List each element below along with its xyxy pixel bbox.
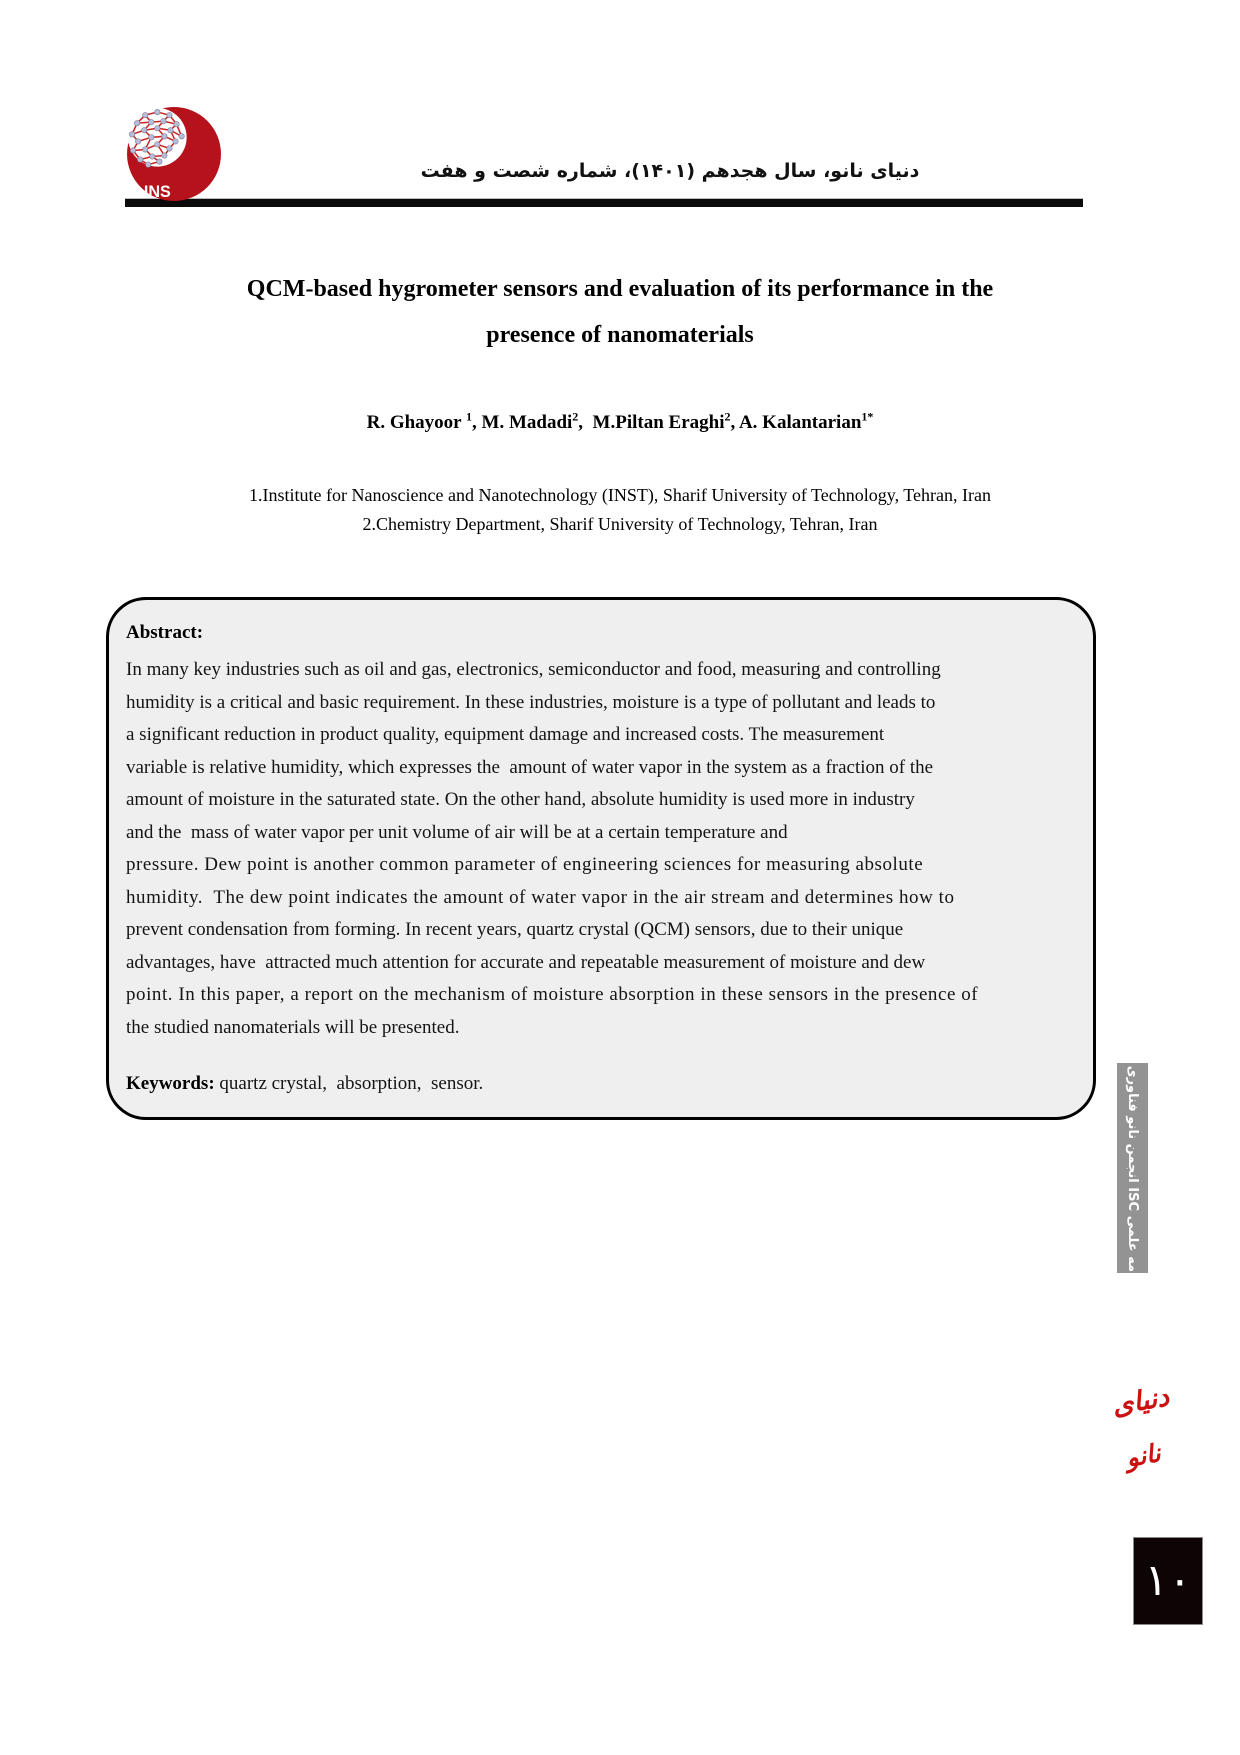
abstract-box [106, 597, 1096, 1120]
abstract-line: In many key industries such as oil and gas, electronics, semiconductor and food, measuring and controlling [126, 659, 941, 680]
keywords-label: Keywords: [126, 1073, 215, 1094]
author-2-affiliation-mark: 2 [572, 410, 579, 424]
affiliations [120, 481, 1120, 539]
article-title-line-2: presence of nanomaterials [486, 322, 754, 348]
abstract-line: humidity is a critical and basic requirement. In these industries, moisture is a type of pollutant and leads to [126, 691, 936, 713]
abstract-line: point. In this paper, a report on the mechanism of moisture absorption in these sensors in the presence of [126, 984, 979, 1005]
affiliation-1: 1.Institute for Nanoscience and Nanotechnology (INST), Sharif University of Technology, Tehran, Iran [249, 485, 991, 505]
author-3-affiliation-mark: 2 [724, 410, 731, 424]
abstract-line: the studied nanomaterials will be presented. [126, 1016, 460, 1038]
author-1: R. Ghayoor $^1$ [366, 410, 473, 434]
authors-line [150, 410, 1090, 434]
abstract-line: advantages, have attracted much attention for accurate and repeatable measurement of moisture and dew [126, 951, 926, 973]
page-number-box [1133, 1537, 1203, 1625]
nano-world-calligraphy-line-2: نانو [1123, 1438, 1163, 1473]
keywords-text: quartz crystal, absorption, sensor. [214, 1073, 484, 1094]
author-3: , M.Piltan Eraghi$^2$ [578, 410, 731, 434]
author-1-affiliation-mark: 1 [466, 410, 473, 424]
article-title-line-1: QCM-based hygrometer sensors and evaluation of its performance in the [246, 276, 994, 302]
journal-side-bar [1117, 1027, 1148, 1309]
abstract-label: Abstract: [126, 622, 204, 643]
nano-world-calligraphy-line-1: دنیای [1109, 1381, 1172, 1422]
abstract-body [126, 654, 1038, 1044]
header-divider-rule [125, 198, 1083, 207]
author-4-affiliation-mark: 1* [861, 410, 874, 424]
abstract-line: a significant reduction in product quality, equipment damage and increased costs. The measurement [126, 724, 885, 745]
author-2: , M. Madadi$^2$ [472, 410, 579, 434]
author-4: , A. Kalantarian$^{1*}$ [730, 410, 874, 434]
abstract-line: pressure. Dew point is another common parameter of engineering sciences for measuring absolute [126, 854, 924, 875]
abstract-line: prevent condensation from forming. In recent years, quartz crystal (QCM) sensors, due to their unique [126, 919, 904, 940]
page-number: ۱۰ [1144, 1555, 1192, 1606]
abstract-line: and the mass of water vapor per unit volume of air will be at a certain temperature and [126, 821, 788, 843]
logo-ins-label: INS [143, 182, 171, 201]
abstract-line: variable is relative humidity, which expresses the amount of water vapor in the system as a fraction of the [126, 756, 934, 778]
journal-issue-line: دنیای نانو، سال هجدهم (۱۴۰۱)، شماره شصت و هفت [420, 160, 920, 182]
abstract-line: humidity. The dew point indicates the amount of water vapor in the air stream and determines how to [126, 886, 955, 908]
journal-side-bar-text: فصلنامه علمی ISC انجمن نانو فناوری ایران [1125, 1027, 1141, 1309]
abstract-line: amount of moisture in the saturated state. On the other hand, absolute humidity is used more in industry [126, 789, 915, 810]
ins-institute-logo-icon [126, 106, 222, 202]
affiliation-2: 2.Chemistry Department, Sharif University of Technology, Tehran, Iran [362, 514, 878, 534]
keywords-line [126, 1073, 1038, 1095]
article-title [150, 266, 1090, 358]
